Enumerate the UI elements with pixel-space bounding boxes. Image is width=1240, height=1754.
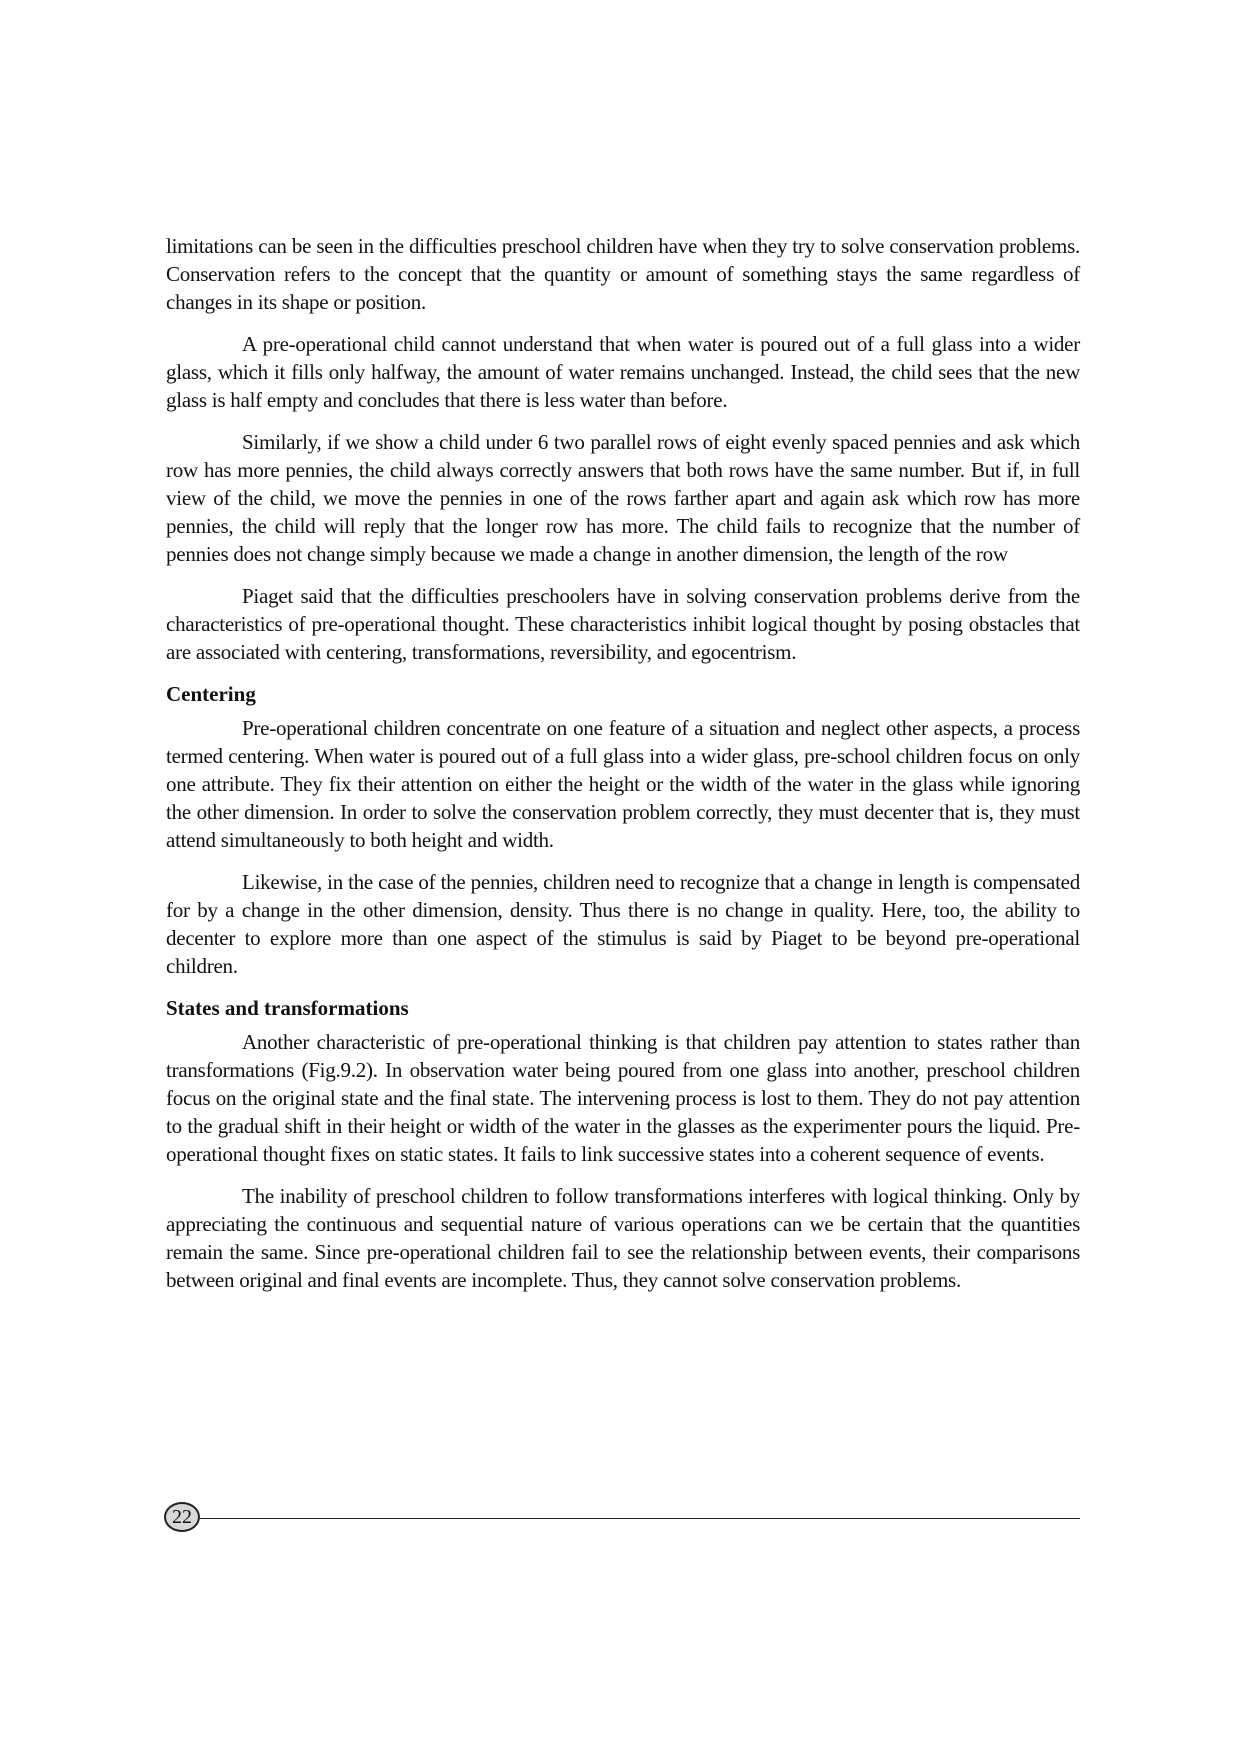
paragraph-pennies: Similarly, if we show a child under 6 two parallel rows of eight evenly spaced pennies and ask which row has more pennies, the child always correctly answers that both rows have the same number. But if, in full view of the child, we move the pennies in one of the rows farther apart and again ask which row has more pennies, the child will reply that the longer row has more. The child fails to recognize that the number of pennies does not change simply because we made a change in another dimension, the length of the row (166, 430, 1080, 566)
paragraph-centering-2: Likewise, in the case of the pennies, children need to recognize that a change in length is compensated for by a change in the other dimension, density. Thus there is no change in quality. Here, too, the ability to decenter to explore more than one aspect of the stimulus is said by Piaget to be beyond pre-operational children. (166, 870, 1080, 978)
section-heading-states-transformations: States and transformations (166, 996, 409, 1020)
page-body (166, 232, 1080, 1294)
paragraph-centering-1: Pre-operational children concentrate on one feature of a situation and neglect other aspects, a process termed centering. When water is poured out of a full glass into a wider glass, pre-school children focus on only one attribute. They fix their attention on either the height or the width of the water in the glass while ignoring the other dimension. In order to solve the conservation problem correctly, they must decenter that is, they must attend simultaneously to both height and width. (166, 716, 1080, 852)
paragraph-states-1: Another characteristic of pre-operational thinking is that children pay attention to states rather than transformations (Fig.9.2). In observation water being poured from one glass into another, preschool children focus on the original state and the final state. The intervening process is lost to them. They do not pay attention to the gradual shift in their height or width of the water in the glasses as the experimenter pours the liquid. Pre-operational thought fixes on static states. It fails to link successive states into a coherent sequence of events. (166, 1030, 1080, 1166)
paragraph-states-2: The inability of preschool children to follow transformations interferes with logical thinking. Only by appreciating the continuous and sequential nature of various operations can we be certain that the quantities remain the same. Since pre-operational children fail to see the relationship between events, their comparisons between original and final events are incomplete. Thus, they cannot solve conservation problems. (166, 1184, 1080, 1292)
page-number-badge: 22 (164, 1502, 200, 1532)
page-footer (164, 1502, 1084, 1538)
paragraph-piaget-characteristics: Piaget said that the difficulties preschoolers have in solving conservation problems derive from the characteristics of pre-operational thought. These characteristics inhibit logical thought by posing obstacles that are associated with centering, transformations, reversibility, and egocentrism. (166, 584, 1080, 664)
footer-rule (200, 1518, 1080, 1519)
section-heading-centering: Centering (166, 682, 256, 706)
paragraph-conservation-intro: limitations can be seen in the difficulties preschool children have when they try to solve conservation problems. Conservation refers to the concept that the quantity or amount of something stays the same regardless of changes in its shape or position. (166, 234, 1080, 314)
paragraph-water-glass: A pre-operational child cannot understand that when water is poured out of a full glass into a wider glass, which it fills only halfway, the amount of water remains unchanged. Instead, the child sees that the new glass is half empty and concludes that there is less water than before. (166, 332, 1080, 412)
